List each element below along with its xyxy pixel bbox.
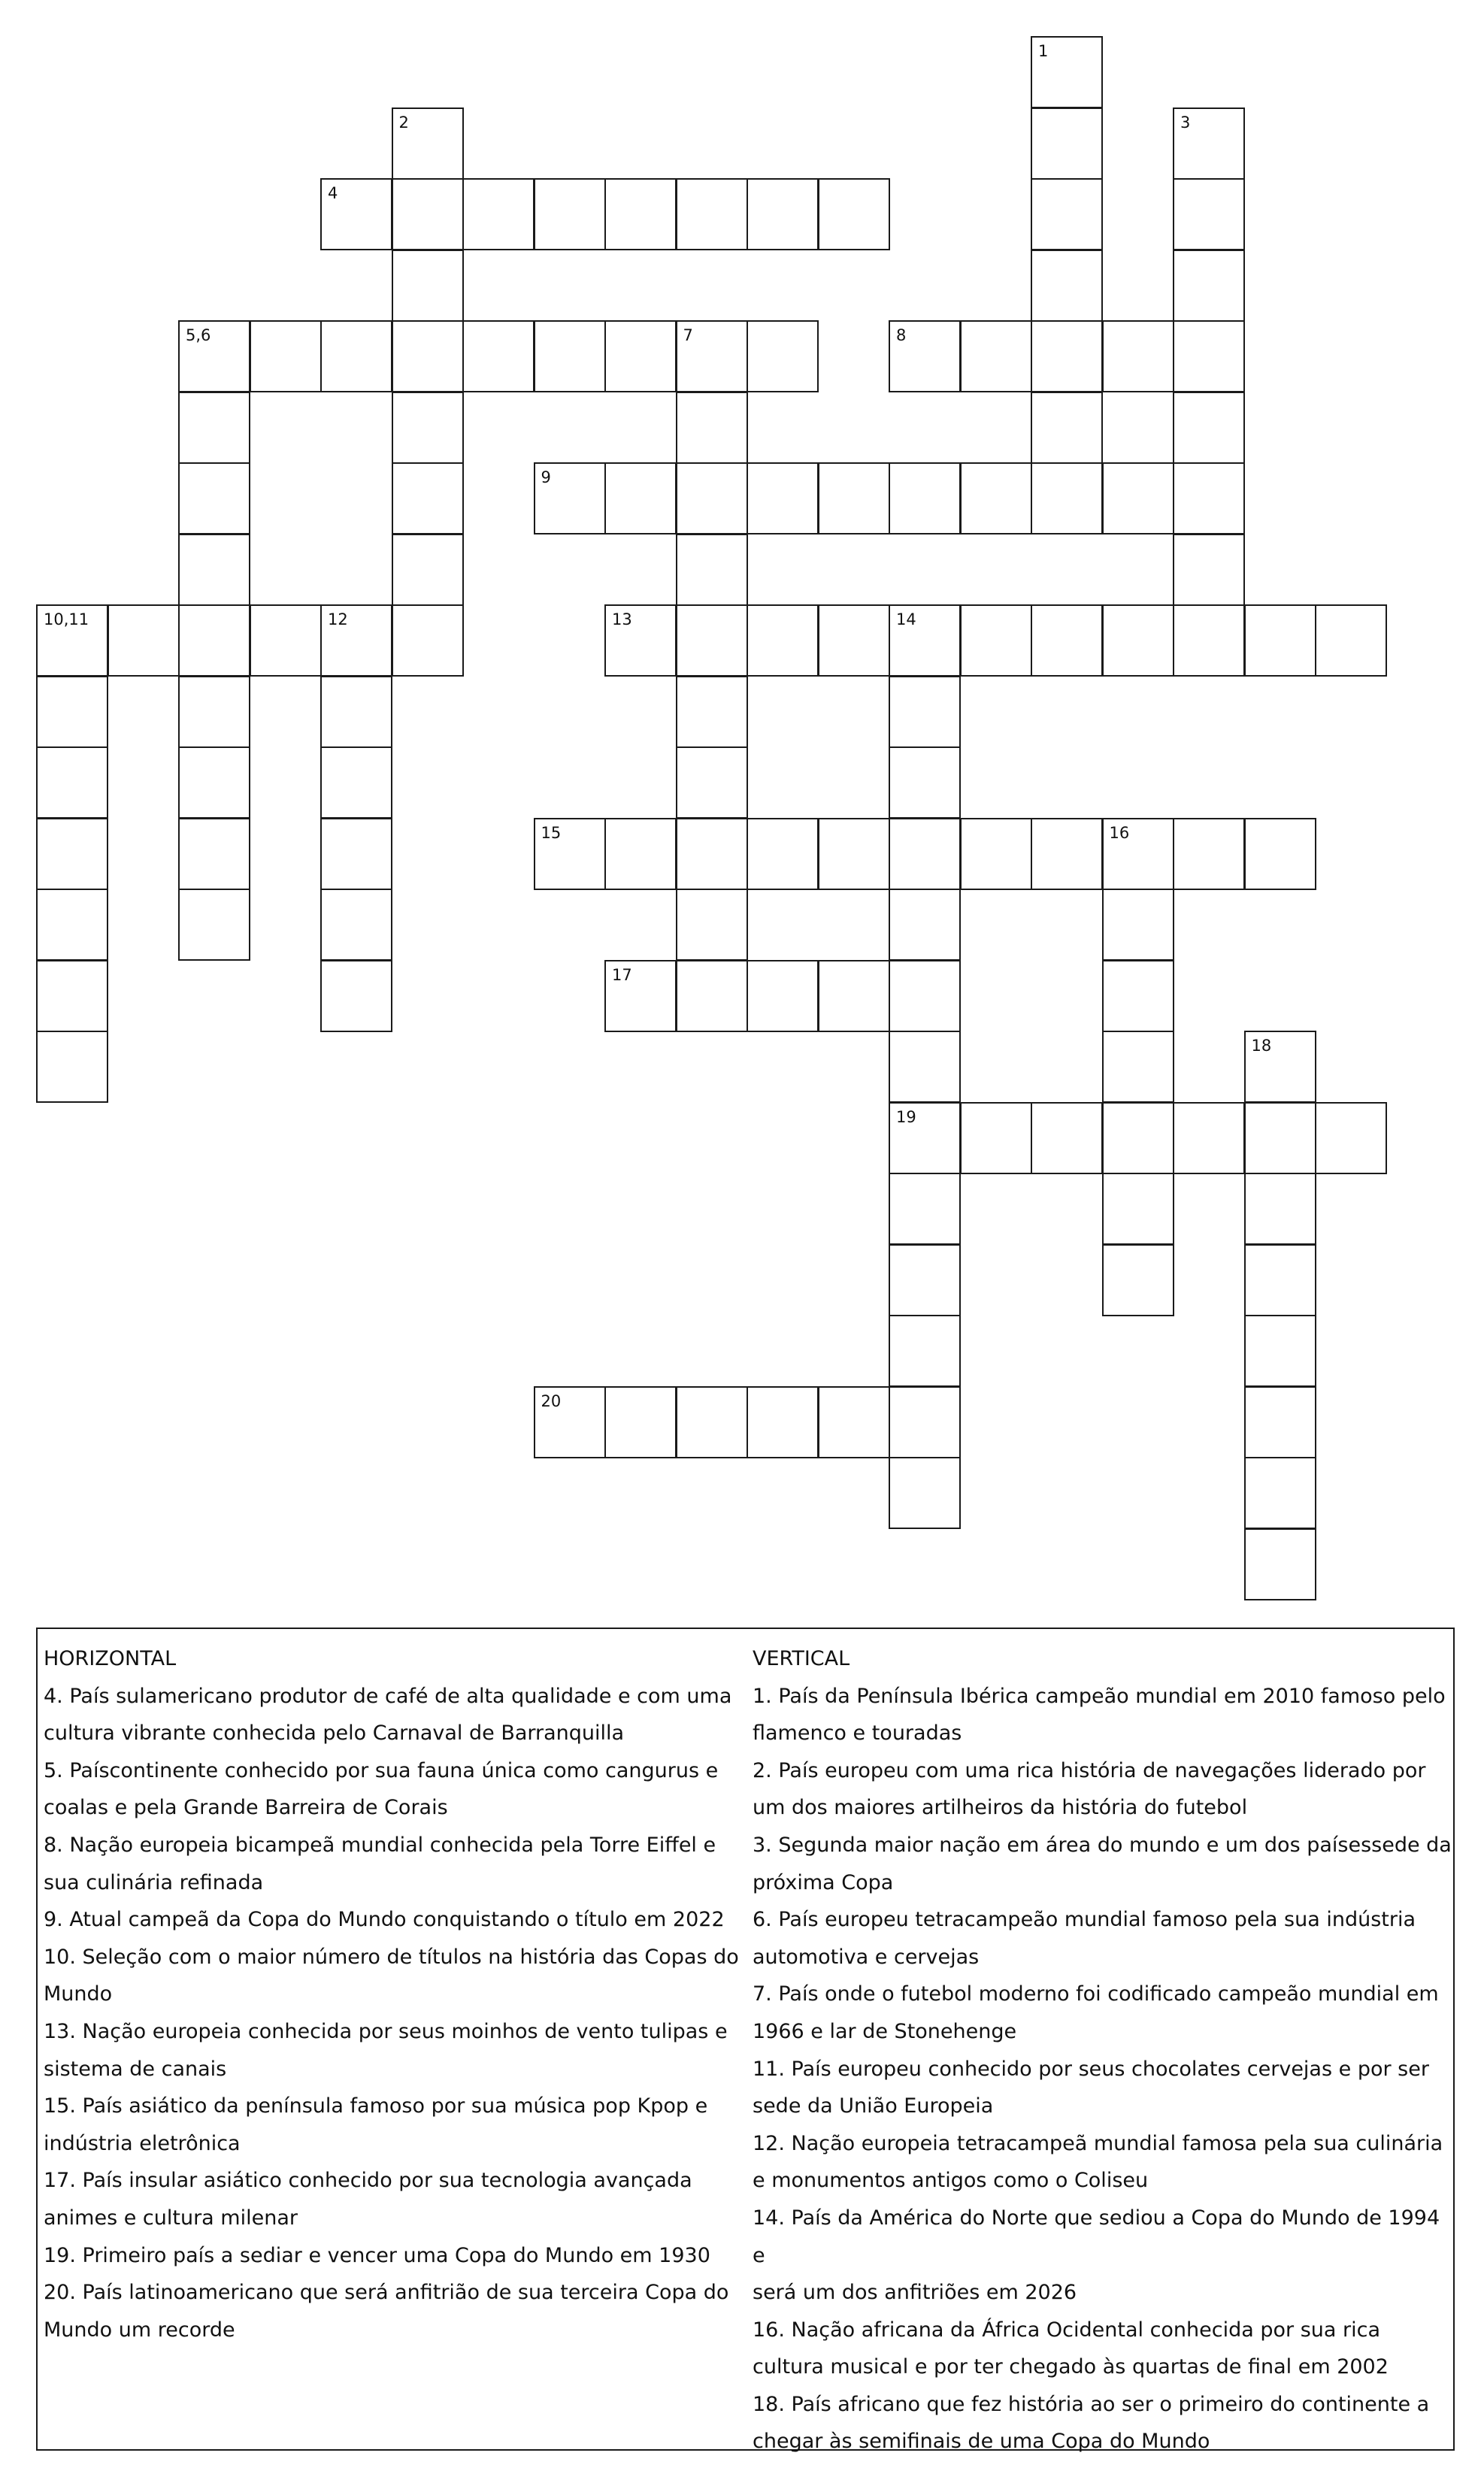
grid-cell[interactable] <box>889 1457 961 1529</box>
grid-cell[interactable] <box>818 818 890 890</box>
grid-cell[interactable] <box>1031 320 1103 392</box>
grid-cell[interactable] <box>747 604 819 677</box>
clue-line: 3. Segunda maior nação em área do mundo e um dos paísessede da <box>753 1833 1452 1857</box>
clue-line: flamenco e touradas <box>753 1721 962 1746</box>
clue-line: sistema de canais <box>44 2057 227 2081</box>
clue-line: cultura vibrante conhecida pelo Carnaval de Barranquilla <box>44 1721 625 1746</box>
grid-cell[interactable] <box>1244 1244 1316 1316</box>
clue-number: 7 <box>683 326 693 344</box>
vertical-clues <box>753 1640 1452 2460</box>
grid-cell[interactable] <box>1031 604 1103 677</box>
vertical-clue-list <box>753 1678 1452 2460</box>
grid-cell[interactable] <box>889 1173 961 1245</box>
grid-cell[interactable] <box>604 818 677 890</box>
clue-number: 10,11 <box>44 610 89 628</box>
grid-cell[interactable] <box>1031 1102 1103 1174</box>
clue-line: próxima Copa <box>753 1870 894 1894</box>
clue-line: 4. País sulamericano produtor de café de alta qualidade e com uma <box>44 1684 732 1708</box>
clue-number: 19 <box>896 1107 916 1126</box>
clue-number: 3 <box>1180 113 1191 132</box>
grid-cell[interactable] <box>392 178 464 250</box>
grid-cell[interactable] <box>676 676 748 748</box>
grid-cell[interactable] <box>818 960 890 1032</box>
grid-cell[interactable] <box>604 178 677 250</box>
clue-number: 12 <box>328 610 348 628</box>
grid-cell[interactable] <box>1031 107 1103 180</box>
clue-number: 2 <box>398 113 409 132</box>
horizontal-clue-list <box>44 1678 743 2349</box>
grid-cell[interactable] <box>676 889 748 961</box>
grid-cell[interactable] <box>178 604 250 677</box>
grid-cell[interactable] <box>178 392 250 464</box>
grid-cell[interactable] <box>1102 1102 1174 1174</box>
clue-line: chegar às semifinais de uma Copa do Mundo <box>753 2430 1210 2454</box>
clue-line: 6. País europeu tetracampeão mundial famoso pela sua indústria <box>753 1908 1416 1932</box>
grid-cell[interactable] <box>1102 889 1174 961</box>
grid-cell[interactable] <box>1102 604 1174 677</box>
grid-cell[interactable] <box>747 1386 819 1458</box>
grid-cell[interactable] <box>676 818 748 890</box>
grid-cell[interactable] <box>1173 250 1245 322</box>
grid-cell[interactable] <box>747 178 819 250</box>
clue-number: 13 <box>612 610 632 628</box>
grid-cell[interactable] <box>1244 604 1316 677</box>
grid-cell[interactable] <box>1244 1315 1316 1387</box>
vertical-heading: VERTICAL <box>753 1647 850 1670</box>
clue-line: coalas e pela Grande Barreira de Corais <box>44 1796 448 1820</box>
grid-cell[interactable] <box>960 320 1032 392</box>
grid-cell[interactable] <box>889 818 961 890</box>
clue-line: será um dos anfitriões em 2026 <box>753 2281 1077 2305</box>
clue-line: um dos maiores artilheiros da história do futebol <box>753 1796 1248 1820</box>
grid-cell[interactable] <box>676 604 748 677</box>
grid-cell[interactable] <box>747 818 819 890</box>
clue-line: sede da União Europeia <box>753 2094 994 2118</box>
clue-number: 4 <box>328 184 338 202</box>
grid-cell[interactable] <box>1173 604 1245 677</box>
grid-cell[interactable] <box>178 889 250 961</box>
clue-line: animes e cultura milenar <box>44 2206 298 2230</box>
grid-cell[interactable] <box>462 320 535 392</box>
grid-cell[interactable] <box>1244 1528 1316 1600</box>
grid-cell[interactable] <box>178 746 250 819</box>
grid-cell[interactable] <box>747 960 819 1032</box>
grid-cell[interactable] <box>960 604 1032 677</box>
grid-cell[interactable] <box>676 178 748 250</box>
clue-line: 17. País insular asiático conhecido por sua tecnologia avançada <box>44 2169 692 2193</box>
grid-cell[interactable] <box>889 960 961 1032</box>
grid-cell[interactable] <box>392 392 464 464</box>
grid-cell[interactable] <box>747 462 819 534</box>
grid-cell[interactable] <box>604 1386 677 1458</box>
clue-number: 15 <box>541 823 562 842</box>
clue-box <box>36 1628 1455 2454</box>
grid-cell[interactable] <box>392 604 464 677</box>
grid-cell[interactable] <box>1102 1244 1174 1316</box>
grid-cell[interactable] <box>1173 818 1245 890</box>
grid-cell[interactable] <box>36 1031 108 1103</box>
clue-line: 7. País onde o futebol moderno foi codificado campeão mundial em <box>753 1982 1439 2006</box>
grid-cell[interactable] <box>1102 1173 1174 1245</box>
clue-line: 14. País da América do Norte que sediou a Copa do Mundo de 1994 e <box>753 2206 1440 2267</box>
clue-number: 9 <box>541 468 551 486</box>
grid-cell[interactable] <box>1244 1173 1316 1245</box>
grid-cell[interactable] <box>1173 462 1245 534</box>
grid-cell[interactable] <box>1173 392 1245 464</box>
grid-cell[interactable] <box>108 604 180 677</box>
grid-cell[interactable] <box>1173 320 1245 392</box>
clue-line: cultura musical e por ter chegado às quartas de final em 2002 <box>753 2355 1389 2379</box>
grid-cell[interactable] <box>747 320 819 392</box>
clue-line: 1. País da Península Ibérica campeão mundial em 2010 famoso pelo <box>753 1684 1446 1708</box>
grid-cell[interactable] <box>960 1102 1032 1174</box>
grid-cell[interactable] <box>36 889 108 961</box>
clue-line: 8. Nação europeia bicampeã mundial conhecida pela Torre Eiffel e <box>44 1833 716 1857</box>
clue-number: 5,6 <box>186 326 211 344</box>
grid-cell[interactable] <box>1031 462 1103 534</box>
clue-line: 15. País asiático da península famoso por sua música pop Kpop e <box>44 2094 708 2118</box>
grid-cell[interactable] <box>178 818 250 890</box>
clue-number: 18 <box>1251 1037 1272 1055</box>
grid-cell[interactable] <box>320 818 392 890</box>
grid-cell[interactable] <box>36 746 108 819</box>
grid-cell[interactable] <box>320 320 392 392</box>
clue-number: 20 <box>541 1391 562 1410</box>
grid-cell[interactable] <box>250 320 322 392</box>
grid-cell[interactable] <box>818 462 890 534</box>
grid-cell[interactable] <box>178 676 250 748</box>
clue-line: Mundo <box>44 1982 113 2006</box>
grid-cell[interactable] <box>676 1386 748 1458</box>
clue-line: 18. País africano que fez história ao ser o primeiro do continente a <box>753 2392 1430 2416</box>
grid-cell[interactable] <box>676 462 748 534</box>
clue-number: 14 <box>896 610 916 628</box>
grid-cell[interactable] <box>392 320 464 392</box>
grid-cell[interactable] <box>392 250 464 322</box>
grid-cell[interactable] <box>889 1386 961 1458</box>
grid-cell[interactable] <box>36 676 108 748</box>
grid-cell[interactable] <box>392 462 464 534</box>
clue-line: 2. País europeu com uma rica história de navegações liderado por <box>753 1758 1426 1782</box>
grid-cell[interactable] <box>1173 1102 1245 1174</box>
clue-line: 11. País europeu conhecido por seus chocolates cervejas e por ser <box>753 2057 1429 2081</box>
grid-cell[interactable] <box>1315 604 1387 677</box>
grid-cell[interactable] <box>1102 1031 1174 1103</box>
grid-cell[interactable] <box>320 676 392 748</box>
grid-cell[interactable] <box>1102 320 1174 392</box>
clue-line: 16. Nação africana da África Ocidental conhecida por sua rica <box>753 2318 1381 2342</box>
grid-cell[interactable] <box>889 676 961 748</box>
grid-cell[interactable] <box>604 320 677 392</box>
clue-line: 12. Nação europeia tetracampeã mundial famosa pela sua culinária <box>753 2131 1443 2155</box>
clue-number: 16 <box>1109 823 1130 842</box>
grid-cell[interactable] <box>392 534 464 606</box>
grid-cell[interactable] <box>1244 1102 1316 1174</box>
grid-cell[interactable] <box>1031 250 1103 322</box>
grid-cell[interactable] <box>676 746 748 819</box>
grid-cell[interactable] <box>320 746 392 819</box>
grid-cell[interactable] <box>960 462 1032 534</box>
grid-cell[interactable] <box>1173 534 1245 606</box>
grid-cell[interactable] <box>960 818 1032 890</box>
clue-number: 8 <box>896 326 907 344</box>
grid-cell[interactable] <box>250 604 322 677</box>
grid-cell[interactable] <box>1244 818 1316 890</box>
clue-line: automotiva e cervejas <box>753 1945 980 1969</box>
grid-cell[interactable] <box>1315 1102 1387 1174</box>
grid-cell[interactable] <box>534 178 606 250</box>
clue-line: 5. Paíscontinente conhecido por sua fauna única como cangurus e <box>44 1758 719 1782</box>
grid-cell[interactable] <box>818 178 890 250</box>
grid-cell[interactable] <box>818 604 890 677</box>
clue-line: 20. País latinoamericano que será anfitrião de sua terceira Copa do <box>44 2281 729 2305</box>
clue-line: e monumentos antigos como o Coliseu <box>753 2169 1149 2193</box>
grid-cell[interactable] <box>36 818 108 890</box>
clue-line: Mundo um recorde <box>44 2318 235 2342</box>
grid-cell[interactable] <box>1102 462 1174 534</box>
grid-cell[interactable] <box>889 1031 961 1103</box>
grid-cell[interactable] <box>676 534 748 606</box>
grid-cell[interactable] <box>818 1386 890 1458</box>
grid-cell[interactable] <box>178 462 250 534</box>
grid-cell[interactable] <box>1173 178 1245 250</box>
clue-line: 1966 e lar de Stonehenge <box>753 2019 1017 2043</box>
grid-cell[interactable] <box>36 960 108 1032</box>
grid-cell[interactable] <box>1244 1457 1316 1529</box>
grid-cell[interactable] <box>320 960 392 1032</box>
grid-cell[interactable] <box>676 960 748 1032</box>
grid-cell[interactable] <box>604 462 677 534</box>
grid-cell[interactable] <box>534 320 606 392</box>
clue-line: sua culinária refinada <box>44 1870 264 1894</box>
clue-number: 17 <box>612 965 632 984</box>
grid-cell[interactable] <box>1031 178 1103 250</box>
grid-cell[interactable] <box>676 392 748 464</box>
clue-line: 9. Atual campeã da Copa do Mundo conquistando o título em 2022 <box>44 1908 725 1932</box>
grid-cell[interactable] <box>1244 1386 1316 1458</box>
grid-cell[interactable] <box>889 1315 961 1387</box>
horizontal-heading: HORIZONTAL <box>44 1647 177 1670</box>
grid-cell[interactable] <box>462 178 535 250</box>
horizontal-clues <box>44 1640 743 2348</box>
grid-cell[interactable] <box>889 1244 961 1316</box>
clue-line: indústria eletrônica <box>44 2131 241 2155</box>
clue-line: 13. Nação europeia conhecida por seus moinhos de vento tulipas e <box>44 2019 728 2043</box>
grid-cell[interactable] <box>889 462 961 534</box>
grid-cell[interactable] <box>1031 392 1103 464</box>
clue-number: 1 <box>1038 42 1049 60</box>
grid-cell[interactable] <box>889 889 961 961</box>
grid-cell[interactable] <box>320 889 392 961</box>
grid-cell[interactable] <box>1102 960 1174 1032</box>
clue-line: 19. Primeiro país a sediar e vencer uma Copa do Mundo em 1930 <box>44 2243 710 2267</box>
clue-line: 10. Seleção com o maior número de títulos na história das Copas do <box>44 1945 739 1969</box>
grid-cell[interactable] <box>178 534 250 606</box>
grid-cell[interactable] <box>1031 818 1103 890</box>
grid-cell[interactable] <box>889 746 961 819</box>
